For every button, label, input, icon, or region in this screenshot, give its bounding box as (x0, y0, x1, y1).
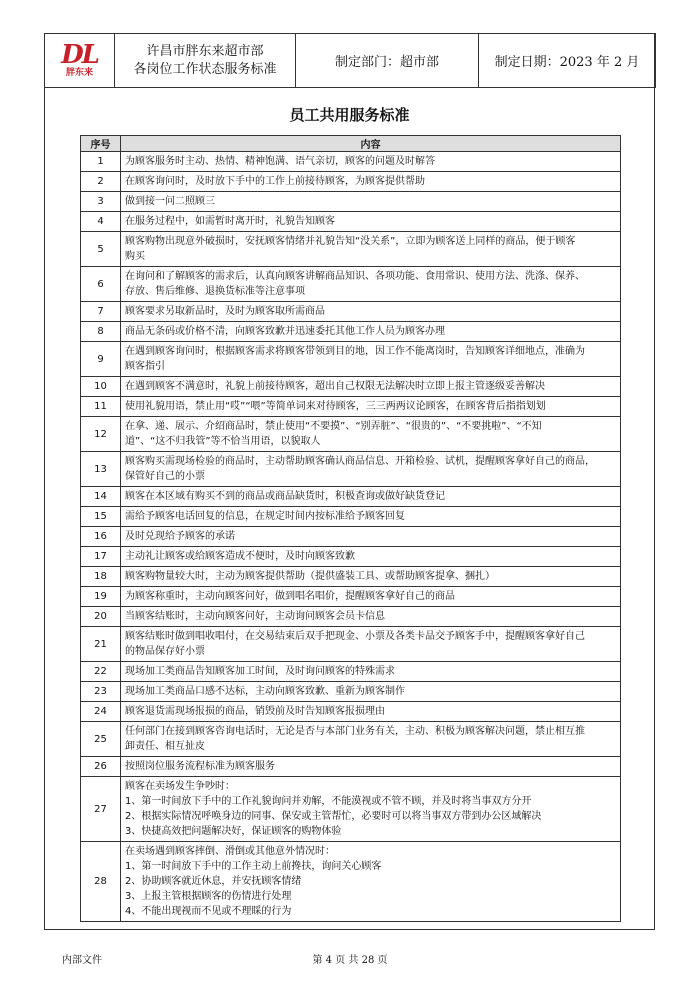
table-row (81, 757, 621, 777)
row-number: 1 (81, 152, 121, 172)
header-dept: 制定部门：超市部 (296, 34, 479, 88)
table-row (81, 322, 621, 342)
row-number: 19 (81, 587, 121, 607)
row-content-line: 使用礼貌用语，禁止用“哎”“喂”等简单词来对待顾客，三三两两议论顾客，在顾客背后指指划划 (125, 401, 546, 412)
row-content-line: 顾客在卖场发生争吵时： (125, 781, 235, 792)
row-content (121, 607, 621, 627)
table-row (81, 567, 621, 587)
row-content (121, 757, 621, 777)
table-row (81, 662, 621, 682)
table-row (81, 547, 621, 567)
header-title-line1: 许昌市胖东来超市部 (146, 43, 264, 59)
row-content-line: 按照岗位服务流程标准为顾客服务 (125, 761, 275, 772)
row-content (121, 527, 621, 547)
row-number: 4 (81, 212, 121, 232)
row-content-line: 主动礼让顾客或给顾客造成不便时，及时向顾客致歉 (125, 551, 355, 562)
row-content-line: 在询问和了解顾客的需求后，认真向顾客讲解商品知识、各项功能、食用常识、使用方法、洗涤、保养、 (125, 271, 585, 282)
row-content (121, 487, 621, 507)
table-row (81, 377, 621, 397)
row-content-line: 的物品保存好小票 (125, 646, 205, 657)
row-content-line: 商品无条码或价格不清，向顾客致歉并迅速委托其他工作人员为顾客办理 (125, 326, 445, 337)
row-content-line: 需给予顾客电话回复的信息，在规定时间内按标准给予顾客回复 (125, 511, 405, 522)
row-content-line: 现场加工类商品口感不达标，主动向顾客致歉、重新为顾客制作 (125, 686, 405, 697)
row-content (121, 842, 621, 922)
row-content (121, 377, 621, 397)
table-row (81, 172, 621, 192)
row-number: 12 (81, 417, 121, 452)
row-content-line: 顾客退货需现场报损的商品，销毁前及时告知顾客报损理由 (125, 706, 385, 717)
row-content-line: 为顾客服务时主动、热情、精神饱满、语气亲切，顾客的问题及时解答 (125, 156, 435, 167)
row-number: 21 (81, 627, 121, 662)
row-content-line: 顾客购物出现意外破损时，安抚顾客情绪并礼貌告知“没关系”，立即为顾客送上同样的商品，便于顾客 (125, 236, 576, 247)
logo-mark: DL (61, 39, 98, 70)
row-content (121, 172, 621, 192)
row-content (121, 302, 621, 322)
row-content (121, 627, 621, 662)
logo-cell (45, 34, 115, 88)
row-number: 23 (81, 682, 121, 702)
row-content-line: 3、上报主管根据顾客的伤情进行处理 (125, 891, 292, 902)
standards-table (80, 135, 621, 922)
row-content (121, 192, 621, 212)
row-number: 5 (81, 232, 121, 267)
row-number: 25 (81, 722, 121, 757)
table-row (81, 342, 621, 377)
row-content-line: 顾客购物量较大时，主动为顾客提供帮助（提供盛装工具、或帮助顾客提拿、捆扎） (125, 571, 495, 582)
row-content (121, 507, 621, 527)
row-content (121, 547, 621, 567)
row-content-line: 2、根据实际情况呼唤身边的同事、保安或主管帮忙，必要时可以将当事双方带到办公区域解决 (125, 811, 542, 822)
company-logo (45, 39, 114, 79)
row-number: 7 (81, 302, 121, 322)
row-number: 27 (81, 777, 121, 842)
row-content-line: 为顾客称重时，主动向顾客问好，做到唱名唱价，提醒顾客拿好自己的商品 (125, 591, 455, 602)
table-row (81, 527, 621, 547)
row-content (121, 152, 621, 172)
row-content (121, 662, 621, 682)
row-content (121, 777, 621, 842)
row-content-line: 在卖场遇到顾客摔倒、滑倒或其他意外情况时： (125, 846, 335, 857)
table-row (81, 487, 621, 507)
row-content-line: 顾客购买需现场检验的商品时，主动帮助顾客确认商品信息、开箱检验、试机，提醒顾客拿好自己的商品， (125, 456, 595, 467)
row-content-line: 顾客在本区域有购买不到的商品或商品缺货时，积极查询或做好缺货登记 (125, 491, 445, 502)
table-header-row (81, 136, 621, 152)
row-content (121, 682, 621, 702)
row-content-line: 4、不能出现视而不见或不理睬的行为 (125, 906, 292, 917)
row-content (121, 322, 621, 342)
row-number: 13 (81, 452, 121, 487)
row-number: 14 (81, 487, 121, 507)
table-row (81, 192, 621, 212)
row-number: 3 (81, 192, 121, 212)
row-content-line: 当顾客结账时，主动向顾客问好，主动询问顾客会员卡信息 (125, 611, 385, 622)
row-content-line: 在服务过程中，如需暂时离开时，礼貌告知顾客 (125, 216, 335, 227)
row-content (121, 722, 621, 757)
row-content-line: 在拿、递、展示、介绍商品时，禁止使用“不要摸”、“别弄脏”、“很贵的”、“不要挑啦”、“不知 (125, 421, 542, 432)
row-content-line: 顾客指引 (125, 361, 165, 372)
row-content-line: 在遇到顾客不满意时，礼貌上前接待顾客，超出自己权限无法解决时立即上报主管逐级妥善解决 (125, 381, 545, 392)
logo-text: 胖东来 (65, 67, 93, 78)
table-row (81, 267, 621, 302)
table-row (81, 627, 621, 662)
row-content-line: 购买 (125, 251, 145, 262)
row-number: 8 (81, 322, 121, 342)
row-content (121, 587, 621, 607)
row-content (121, 417, 621, 452)
header-date: 制定日期：2023 年 2 月 (479, 34, 656, 88)
row-content (121, 212, 621, 232)
table-row (81, 507, 621, 527)
row-number: 15 (81, 507, 121, 527)
row-number: 22 (81, 662, 121, 682)
row-content-line: 任何部门在接到顾客咨询电话时，无论是否与本部门业务有关，主动、积极为顾客解决问题，禁止相互推 (125, 726, 585, 737)
row-content (121, 232, 621, 267)
footer-page-number: 第 4 页 共 28 页 (312, 955, 388, 966)
row-content-line: 2、协助顾客就近休息，并安抚顾客情绪 (125, 876, 302, 887)
row-number: 16 (81, 527, 121, 547)
row-content-line: 1、第一时间放下手中的工作礼貌询问并劝解，不能漠视或不管不顾，并及时将当事双方分开 (125, 796, 532, 807)
row-content (121, 267, 621, 302)
table-row (81, 302, 621, 322)
row-number: 20 (81, 607, 121, 627)
header-title-cell (115, 34, 296, 88)
row-number: 17 (81, 547, 121, 567)
row-content-line: 现场加工类商品告知顾客加工时间，及时询问顾客的特殊需求 (125, 666, 395, 677)
row-content-line: 顾客结账时做到唱收唱付，在交易结束后双手把现金、小票及各类卡品交予顾客手中，提醒顾客拿好自己 (125, 631, 585, 642)
row-content-line: 及时兑现给予顾客的承诺 (125, 531, 235, 542)
row-content-line: 顾客要求另取新品时，及时为顾客取所需商品 (125, 306, 325, 317)
row-content (121, 567, 621, 587)
table-row (81, 682, 621, 702)
row-number: 28 (81, 842, 121, 922)
table-row (81, 702, 621, 722)
row-number: 6 (81, 267, 121, 302)
row-content-line: 在顾客询问时，及时放下手中的工作上前接待顾客，为顾客提供帮助 (125, 176, 425, 187)
row-content-line: 道”、“这不归我管”等不恰当用语，以貌取人 (125, 436, 321, 447)
column-header-num: 序号 (81, 136, 121, 152)
table-row (81, 212, 621, 232)
table-row (81, 722, 621, 757)
table-row (81, 452, 621, 487)
row-content-line: 3、快捷高效把问题解决好，保证顾客的购物体验 (125, 826, 342, 837)
row-number: 24 (81, 702, 121, 722)
document-header (44, 33, 656, 88)
row-content-line: 1、第一时间放下手中的工作主动上前搀扶，询问关心顾客 (125, 861, 382, 872)
row-content (121, 702, 621, 722)
table-row (81, 842, 621, 922)
table-row (81, 417, 621, 452)
row-content-line: 保管好自己的小票 (125, 471, 205, 482)
table-row (81, 397, 621, 417)
row-number: 9 (81, 342, 121, 377)
row-content-line: 做到接一问二照顾三 (125, 196, 215, 207)
row-content-line: 存放、售后维修、退换货标准等注意事项 (125, 286, 305, 297)
footer-internal-label: 内部文件 (62, 955, 102, 966)
row-content (121, 342, 621, 377)
row-number: 2 (81, 172, 121, 192)
doc-title: 员工共用服务标准 (289, 106, 410, 124)
table-row (81, 232, 621, 267)
row-number: 11 (81, 397, 121, 417)
row-number: 10 (81, 377, 121, 397)
table-row (81, 777, 621, 842)
row-number: 26 (81, 757, 121, 777)
row-content (121, 452, 621, 487)
row-content-line: 卸责任、相互扯皮 (125, 741, 205, 752)
table-row (81, 587, 621, 607)
table-row (81, 152, 621, 172)
table-row (81, 607, 621, 627)
header-title-line2: 各岗位工作状态服务标准 (133, 61, 277, 77)
row-content-line: 在遇到顾客询问时，根据顾客需求将顾客带领到目的地，因工作不能离岗时，告知顾客详细地点，准确为 (125, 346, 585, 357)
column-header-content: 内容 (121, 136, 621, 152)
table-body (81, 152, 621, 922)
row-number: 18 (81, 567, 121, 587)
row-content (121, 397, 621, 417)
